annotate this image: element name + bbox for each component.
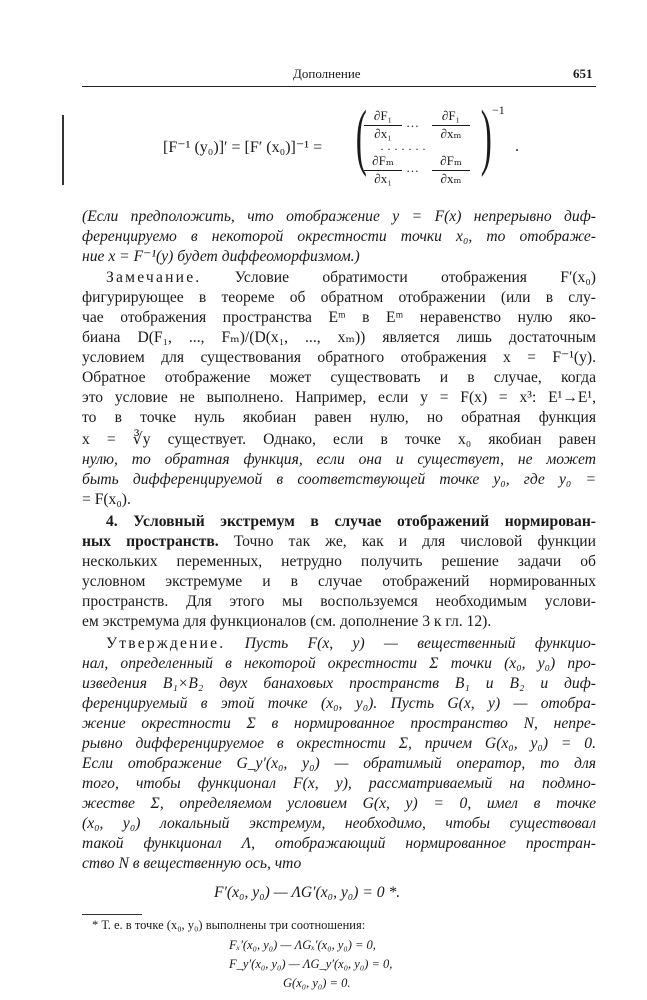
row1-dots: …	[406, 115, 419, 130]
remark-line: чае отображения пространства Eᵐ в Eᵐ неравенство нулю яко-	[82, 309, 596, 326]
formula-lhs: [F⁻¹ (y₀)]′ = [F′ (x₀)]⁻¹ =	[163, 139, 323, 156]
remark-italic-line-2: ференцируемо в некоторой окрестности точки x₀, то отображе-	[82, 228, 596, 245]
statement-line: нал, определенный в некоторой окрестности Σ точки (x₀, y₀) про-	[82, 655, 596, 672]
remark-line: быть дифференцируемой в соответствующей точке y₀, где y₀ =	[82, 471, 596, 488]
statement-first-line: Утверждение. Пусть F(x, y) — вещественный функцио-	[106, 635, 597, 652]
remark-line: нулю, то обратная функция, если она и существует, не может	[82, 451, 596, 468]
remark-line: то в точке нуль якобиан равен нулю, но обратная функция	[82, 409, 596, 426]
header-rule	[82, 86, 596, 87]
statement-line: жение окрестности Σ в нормированное пространство N, непре-	[82, 715, 596, 732]
margin-bar	[62, 115, 64, 185]
section-4-line: условном экстремуме и в случае отображений нормированных	[82, 573, 596, 590]
remark-line: условием для существования обратного отображения x = F⁻¹(y).	[82, 349, 596, 366]
footnote-rule	[82, 914, 142, 915]
remark-line: x = ∛y существует. Однако, если в точке x₀ якобиан равен	[82, 431, 596, 448]
footnote-text: * Т. е. в точке (x₀, y₀) выполнены три соотношения:	[92, 918, 366, 932]
formula-period: .	[515, 138, 519, 155]
section-4-line: ем экстремума для функционалов (см. дополнение 3 к гл. 12).	[82, 613, 492, 630]
page-number: 651	[573, 66, 593, 81]
remark-italic-line-1: (Если предположить, что отображение y = F(x) непрерывно диф-	[82, 208, 596, 225]
remark-italic-line-3: ние x = F⁻¹(y) будет диффеоморфизмом.)	[82, 248, 360, 265]
statement-line: ференцируемый в этой точке (x₀, y₀). Пусть G(x, y) — отобра-	[82, 695, 596, 712]
remark-first-line: Замечание. Условие обратимости отображения F′(x₀)	[106, 269, 596, 286]
statement-line: жестве Σ, определяемом условием G(x, y) = 0, имел в точке	[82, 795, 596, 812]
statement-line: такой функционал Λ, отображающий нормированное простран-	[82, 835, 596, 852]
section-4-line: ных пространств. Точно так же, как и для числовой функции	[82, 533, 596, 550]
lagrange-equation: F′(x₀, y₀) — ΛG′(x₀, y₀) = 0 *.	[214, 884, 401, 901]
statement-line: рывно дифференцируемое в окрестности Σ, причем G(x₀, y₀) = 0.	[82, 735, 596, 752]
section-4-line: нескольких переменных, нетрудно получить решение задачи об	[82, 553, 596, 570]
footnote-eq-1: Fₓ′(x₀, y₀) — ΛGₓ′(x₀, y₀) = 0,	[229, 938, 376, 952]
matrix-entry-11: $\frac{\text{∂F₁}}{\text{∂x₁}}$	[364, 108, 402, 142]
footnote-eq-2: F_y′(x₀, y₀) — ΛG_y′(x₀, y₀) = 0,	[229, 957, 393, 971]
remark-line: биана D(F₁, ..., Fₘ)/(D(x₁, ..., xₘ)) является лишь достаточным	[82, 329, 596, 346]
statement-line: ство N в вещественную ось, что	[82, 855, 302, 872]
statement-label: Утверждение.	[106, 635, 226, 652]
section-4-title: 4. Условный экстремум в случае отображений нормирован-	[106, 513, 596, 530]
statement-line: (x₀, y₀) локальный экстремум, необходимо, чтобы существовал	[82, 815, 596, 832]
matrix-entry-21: $\frac{\text{∂Fₘ}}{\text{∂x₁}}$	[364, 153, 402, 187]
footnote-eq-3: G(x₀, y₀) = 0.	[283, 976, 351, 990]
row2-dots: …	[406, 160, 419, 175]
remark-label: Замечание.	[106, 269, 202, 286]
left-paren: (	[355, 96, 367, 178]
statement-line: изведения B₁×B₂ двух банаховых пространств B₁ и B₂ и диф-	[82, 675, 596, 692]
statement-line: Если отображение G_y′(x₀, y₀) — обратимый оператор, то для	[82, 755, 596, 772]
remark-line: = F(x₀).	[82, 491, 131, 508]
matrix-entry-22: $\frac{\text{∂Fₘ}}{\text{∂xₘ}}$	[432, 153, 470, 187]
remark-line: фигурирующее в теореме об обратном отображении (или в слу-	[82, 289, 596, 306]
statement-line: того, чтобы функционал F(x, y), рассматриваемый на подмно-	[82, 775, 596, 792]
middle-dots: · · · · · · ·	[380, 142, 426, 156]
right-paren: )	[480, 96, 492, 178]
remark-line: это условие не выполнено. Например, если y = F(x) = x³: E¹→E¹,	[82, 389, 596, 406]
matrix-entry-12: $\frac{\text{∂F₁}}{\text{∂xₘ}}$	[432, 108, 470, 142]
matrix-exponent: −1	[492, 103, 505, 117]
section-4-line: пространств. Для этого мы воспользуемся необходимым услови-	[82, 593, 596, 610]
running-header: Дополнение	[293, 66, 361, 81]
remark-line: Обратное отображение может существовать и в случае, когда	[82, 369, 596, 386]
